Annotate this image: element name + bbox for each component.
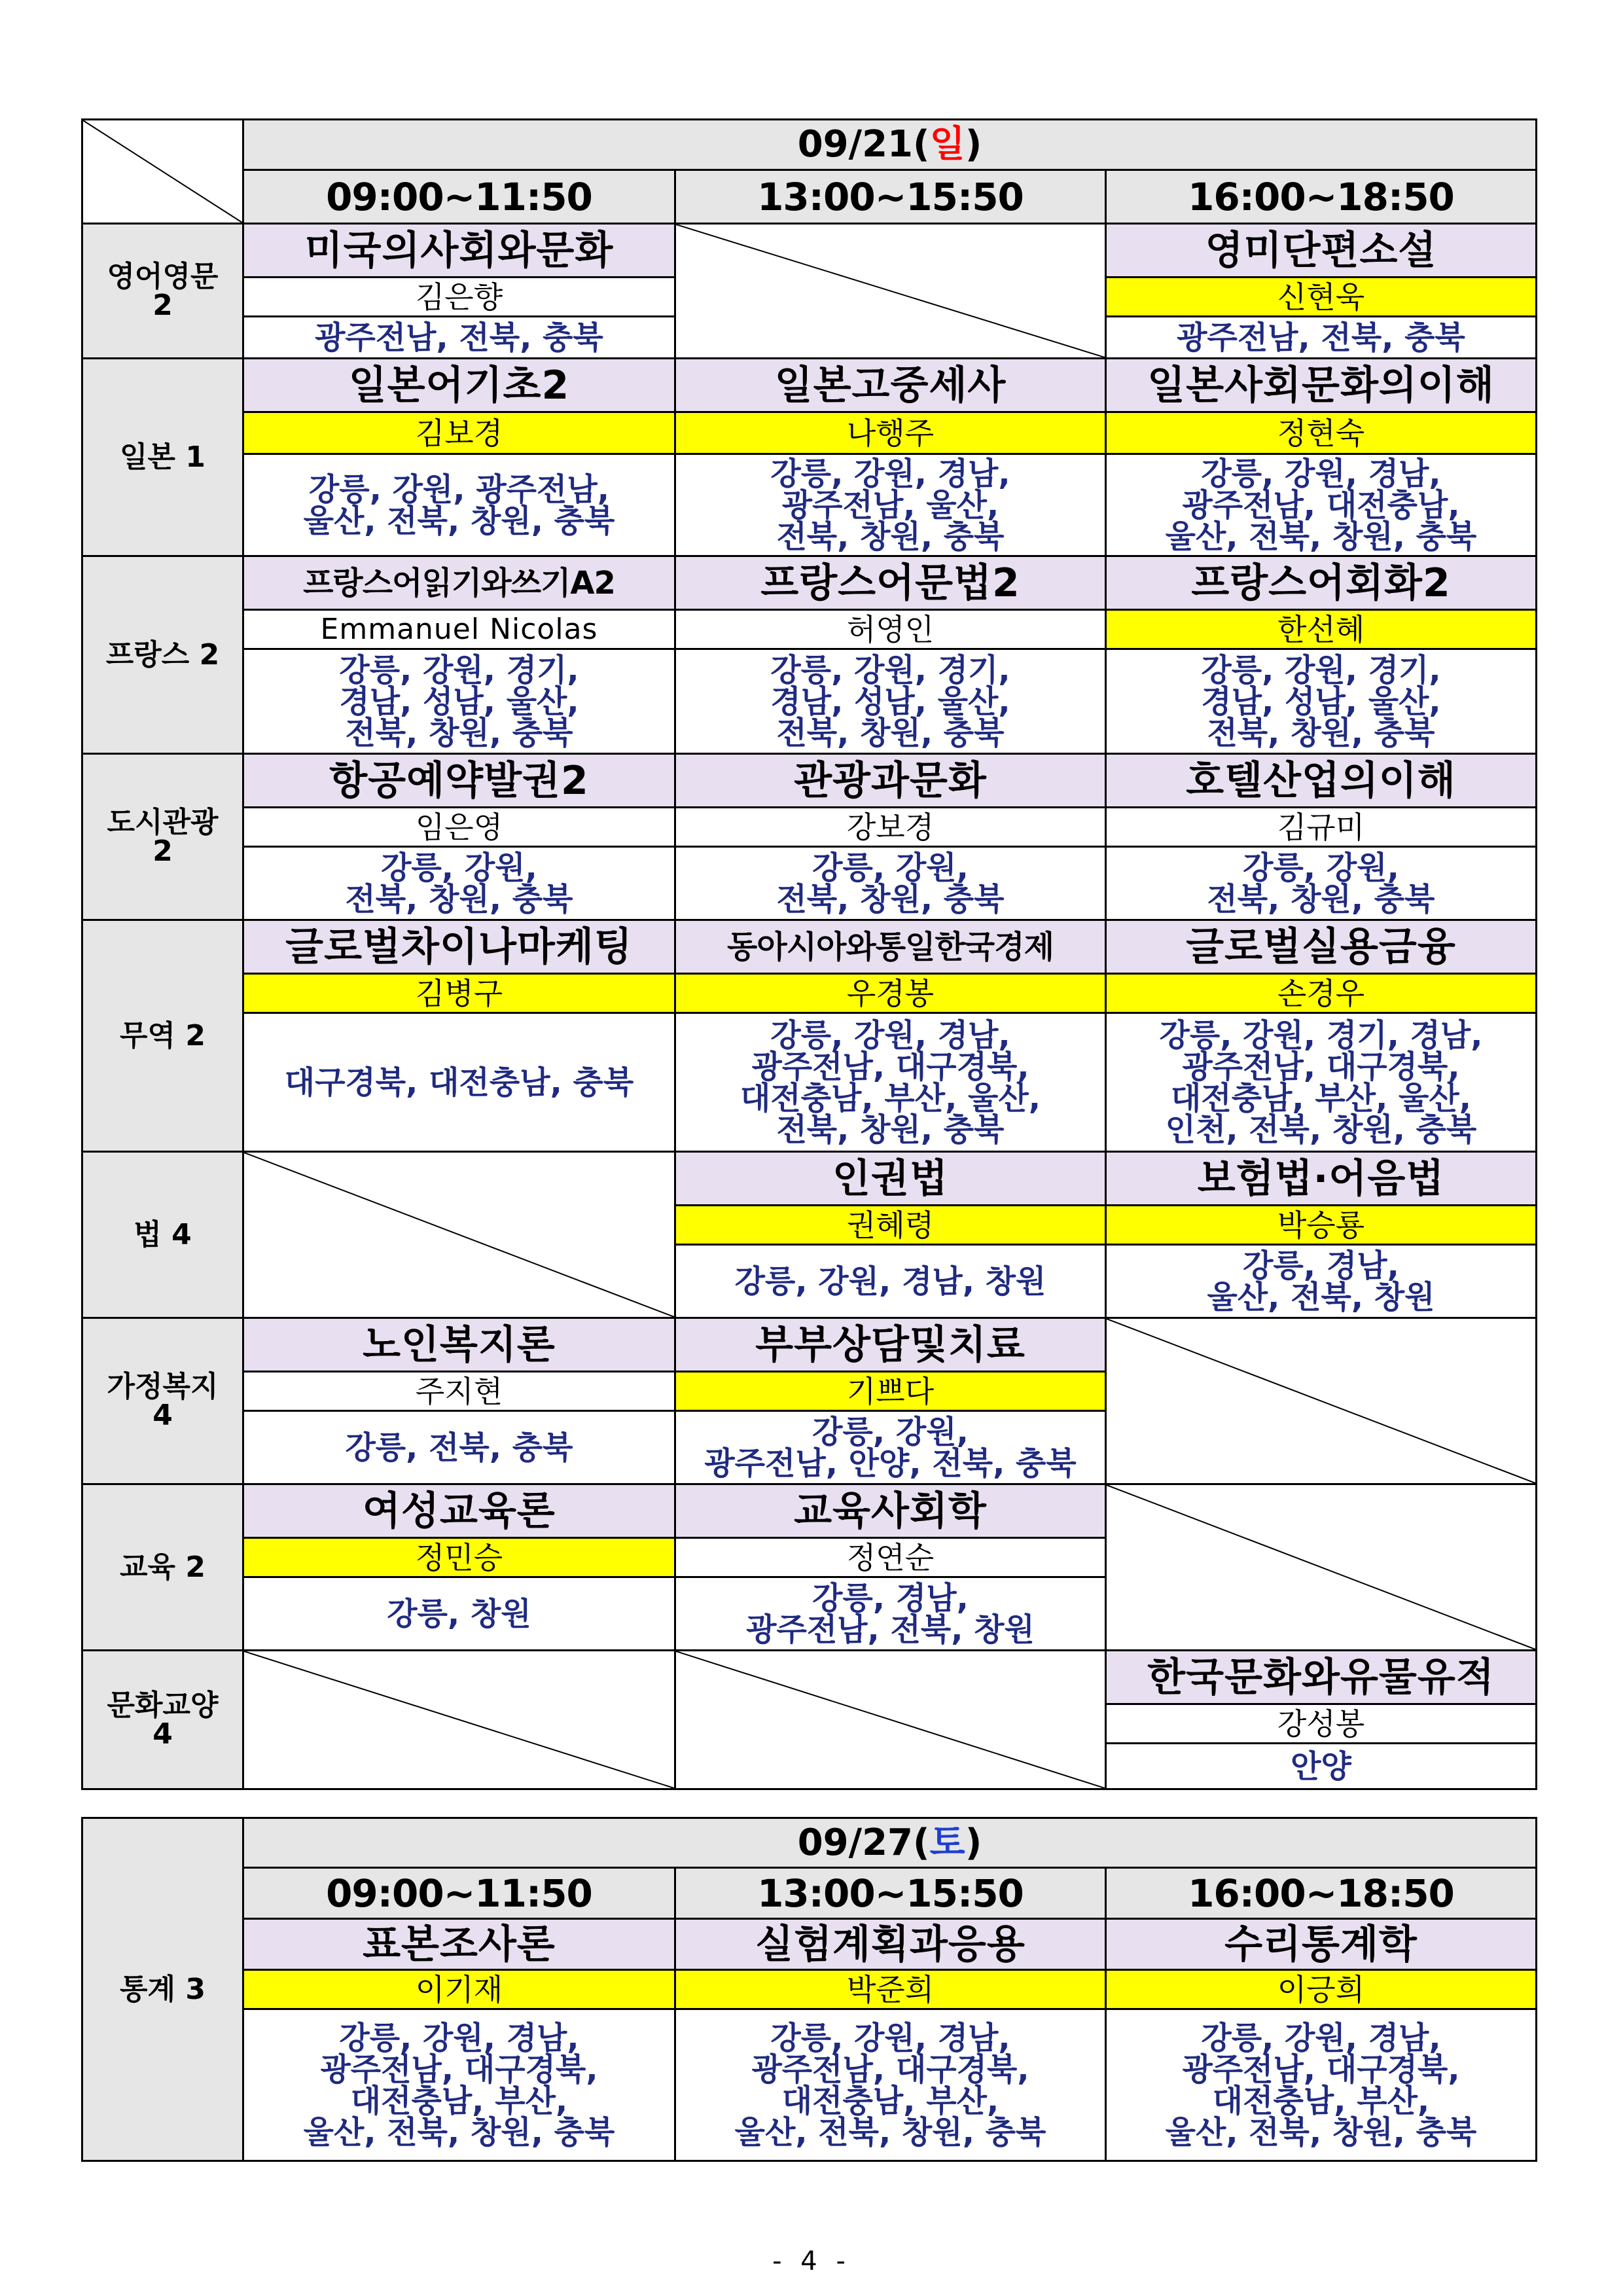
course-name: 여성교육론 (243, 1484, 675, 1538)
course-name: 부부상담및치료 (675, 1318, 1106, 1372)
professor-name: 김은향 (243, 278, 675, 317)
empty-slot (675, 224, 1106, 359)
region-list: 대구경북, 대전충남, 충북 (243, 1013, 675, 1152)
diagonal-slash (1107, 1319, 1535, 1483)
day-of-week: 토 (929, 1821, 965, 1864)
course-name: 표본조사론 (243, 1919, 675, 1970)
department-cell: 법 4 (82, 1152, 243, 1318)
header-corner-cell (82, 120, 243, 224)
professor-name: 정현숙 (1106, 412, 1537, 454)
course-name: 일본고중세사 (675, 359, 1106, 412)
department-cell: 통계 3 (82, 1818, 243, 2161)
region-list: 강릉, 강원, 경기, 경남, 성남, 울산, 전북, 창원, 충북 (675, 649, 1106, 754)
professor-name: 한선혜 (1106, 610, 1537, 649)
professor-name: 강성봉 (1106, 1704, 1537, 1744)
course-name: 프랑스어문법2 (675, 556, 1106, 610)
diagonal-slash (676, 1651, 1105, 1788)
empty-slot (243, 1152, 675, 1318)
professor-name: 김병구 (243, 974, 675, 1013)
course-name: 일본사회문화의이해 (1106, 359, 1537, 412)
department-cell: 프랑스 2 (82, 556, 243, 754)
course-name: 실험계획과응용 (675, 1919, 1106, 1970)
region-list: 강릉, 강원, 전북, 창원, 충북 (243, 847, 675, 920)
department-cell: 도시관광 2 (82, 754, 243, 920)
course-name: 동아시아와통일한국경제 (675, 920, 1106, 974)
date-header: 09/21(일) (243, 120, 1537, 170)
region-list: 강릉, 강원, 광주전남, 안양, 전북, 충북 (675, 1411, 1106, 1484)
department-cell: 일본 1 (82, 359, 243, 556)
diagonal-slash (676, 224, 1105, 357)
department-cell: 가정복지 4 (82, 1318, 243, 1484)
schedule-table-0921 (81, 118, 1537, 1790)
professor-name: 나행주 (675, 412, 1106, 454)
professor-name: 허영인 (675, 610, 1106, 649)
professor-name: 정연순 (675, 1538, 1106, 1577)
diagonal-slash (83, 120, 242, 223)
empty-slot (1106, 1318, 1537, 1484)
region-list: 강릉, 창원 (243, 1577, 675, 1651)
course-name: 수리통계학 (1106, 1919, 1537, 1970)
course-name: 한국문화와유물유적 (1106, 1651, 1537, 1704)
region-list: 강릉, 강원, 경기, 경남, 성남, 울산, 전북, 창원, 충북 (1106, 649, 1537, 754)
course-name: 프랑스어읽기와쓰기A2 (243, 556, 675, 610)
region-list: 강릉, 경남, 광주전남, 전북, 창원 (675, 1577, 1106, 1651)
professor-name: 손경우 (1106, 974, 1537, 1013)
professor-name: 이긍희 (1106, 1970, 1537, 2009)
time-slot-1: 09:00~11:50 (243, 1868, 675, 1919)
professor-name: Emmanuel Nicolas (243, 610, 675, 649)
region-list: 강릉, 강원, 경남, 광주전남, 대구경북, 대전충남, 부산, 울산, 전북, 창원, 충북 (243, 2009, 675, 2161)
region-list: 강릉, 강원, 경남, 광주전남, 대전충남, 울산, 전북, 창원, 충북 (1106, 454, 1537, 556)
course-name: 호텔산업의이해 (1106, 754, 1537, 808)
page-number: - 4 - (772, 2246, 851, 2276)
course-name: 인권법 (675, 1152, 1106, 1206)
region-list: 광주전남, 전북, 충북 (1106, 317, 1537, 359)
region-list: 강릉, 강원, 경남, 광주전남, 울산, 전북, 창원, 충북 (675, 454, 1106, 556)
course-name: 교육사회학 (675, 1484, 1106, 1538)
professor-name: 김보경 (243, 412, 675, 454)
region-list: 강릉, 강원, 경남, 광주전남, 대구경북, 대전충남, 부산, 울산, 전북, 창원, 충북 (675, 1013, 1106, 1152)
time-slot-2: 13:00~15:50 (675, 170, 1106, 224)
region-list: 강릉, 강원, 경기, 경남, 성남, 울산, 전북, 창원, 충북 (243, 649, 675, 754)
schedule-table-0927 (81, 1817, 1537, 2162)
date-header: 09/27(토) (243, 1818, 1537, 1868)
department-cell: 문화교양 4 (82, 1651, 243, 1789)
professor-name: 이기재 (243, 1970, 675, 2009)
region-list: 강릉, 강원, 경남, 광주전남, 대구경북, 대전충남, 부산, 울산, 전북, 창원, 충북 (675, 2009, 1106, 2161)
course-name: 항공예약발권2 (243, 754, 675, 808)
empty-slot (1106, 1484, 1537, 1651)
region-list: 강릉, 강원, 경기, 경남, 광주전남, 대구경북, 대전충남, 부산, 울산, 인천, 전북, 창원, 충북 (1106, 1013, 1537, 1152)
empty-slot (243, 1651, 675, 1789)
professor-name: 신현욱 (1106, 278, 1537, 317)
professor-name: 우경봉 (675, 974, 1106, 1013)
region-list: 강릉, 강원, 경남, 창원 (675, 1245, 1106, 1318)
professor-name: 정민승 (243, 1538, 675, 1577)
diagonal-slash (244, 1153, 674, 1317)
region-list: 강릉, 강원, 전북, 창원, 충북 (1106, 847, 1537, 920)
course-name: 미국의사회와문화 (243, 224, 675, 278)
department-cell: 교육 2 (82, 1484, 243, 1651)
time-slot-3: 16:00~18:50 (1106, 170, 1537, 224)
course-name: 영미단편소설 (1106, 224, 1537, 278)
professor-name: 박승룡 (1106, 1206, 1537, 1245)
course-name: 글로벌차이나마케팅 (243, 920, 675, 974)
region-list: 강릉, 경남, 울산, 전북, 창원 (1106, 1245, 1537, 1318)
diagonal-slash (244, 1651, 674, 1788)
time-slot-1: 09:00~11:50 (243, 170, 675, 224)
department-cell: 영어영문 2 (82, 224, 243, 359)
empty-slot (675, 1651, 1106, 1789)
department-cell: 무역 2 (82, 920, 243, 1152)
diagonal-slash (1107, 1485, 1535, 1649)
professor-name: 강보경 (675, 808, 1106, 847)
time-slot-3: 16:00~18:50 (1106, 1868, 1537, 1919)
region-list: 강릉, 강원, 경남, 광주전남, 대구경북, 대전충남, 부산, 울산, 전북, 창원, 충북 (1106, 2009, 1537, 2161)
time-slot-2: 13:00~15:50 (675, 1868, 1106, 1919)
professor-name: 주지현 (243, 1372, 675, 1411)
region-list: 강릉, 강원, 전북, 창원, 충북 (675, 847, 1106, 920)
professor-name: 권혜령 (675, 1206, 1106, 1245)
course-name: 글로벌실용금융 (1106, 920, 1537, 974)
course-name: 보험법·어음법 (1106, 1152, 1537, 1206)
course-name: 일본어기초2 (243, 359, 675, 412)
region-list: 강릉, 강원, 광주전남, 울산, 전북, 창원, 충북 (243, 454, 675, 556)
professor-name: 김규미 (1106, 808, 1537, 847)
professor-name: 박준희 (675, 1970, 1106, 2009)
professor-name: 임은영 (243, 808, 675, 847)
course-name: 프랑스어회화2 (1106, 556, 1537, 610)
region-list: 광주전남, 전북, 충북 (243, 317, 675, 359)
day-of-week: 일 (929, 123, 965, 166)
course-name: 노인복지론 (243, 1318, 675, 1372)
region-list: 강릉, 전북, 충북 (243, 1411, 675, 1484)
professor-name: 기쁘다 (675, 1372, 1106, 1411)
region-list: 안양 (1106, 1744, 1537, 1789)
course-name: 관광과문화 (675, 754, 1106, 808)
